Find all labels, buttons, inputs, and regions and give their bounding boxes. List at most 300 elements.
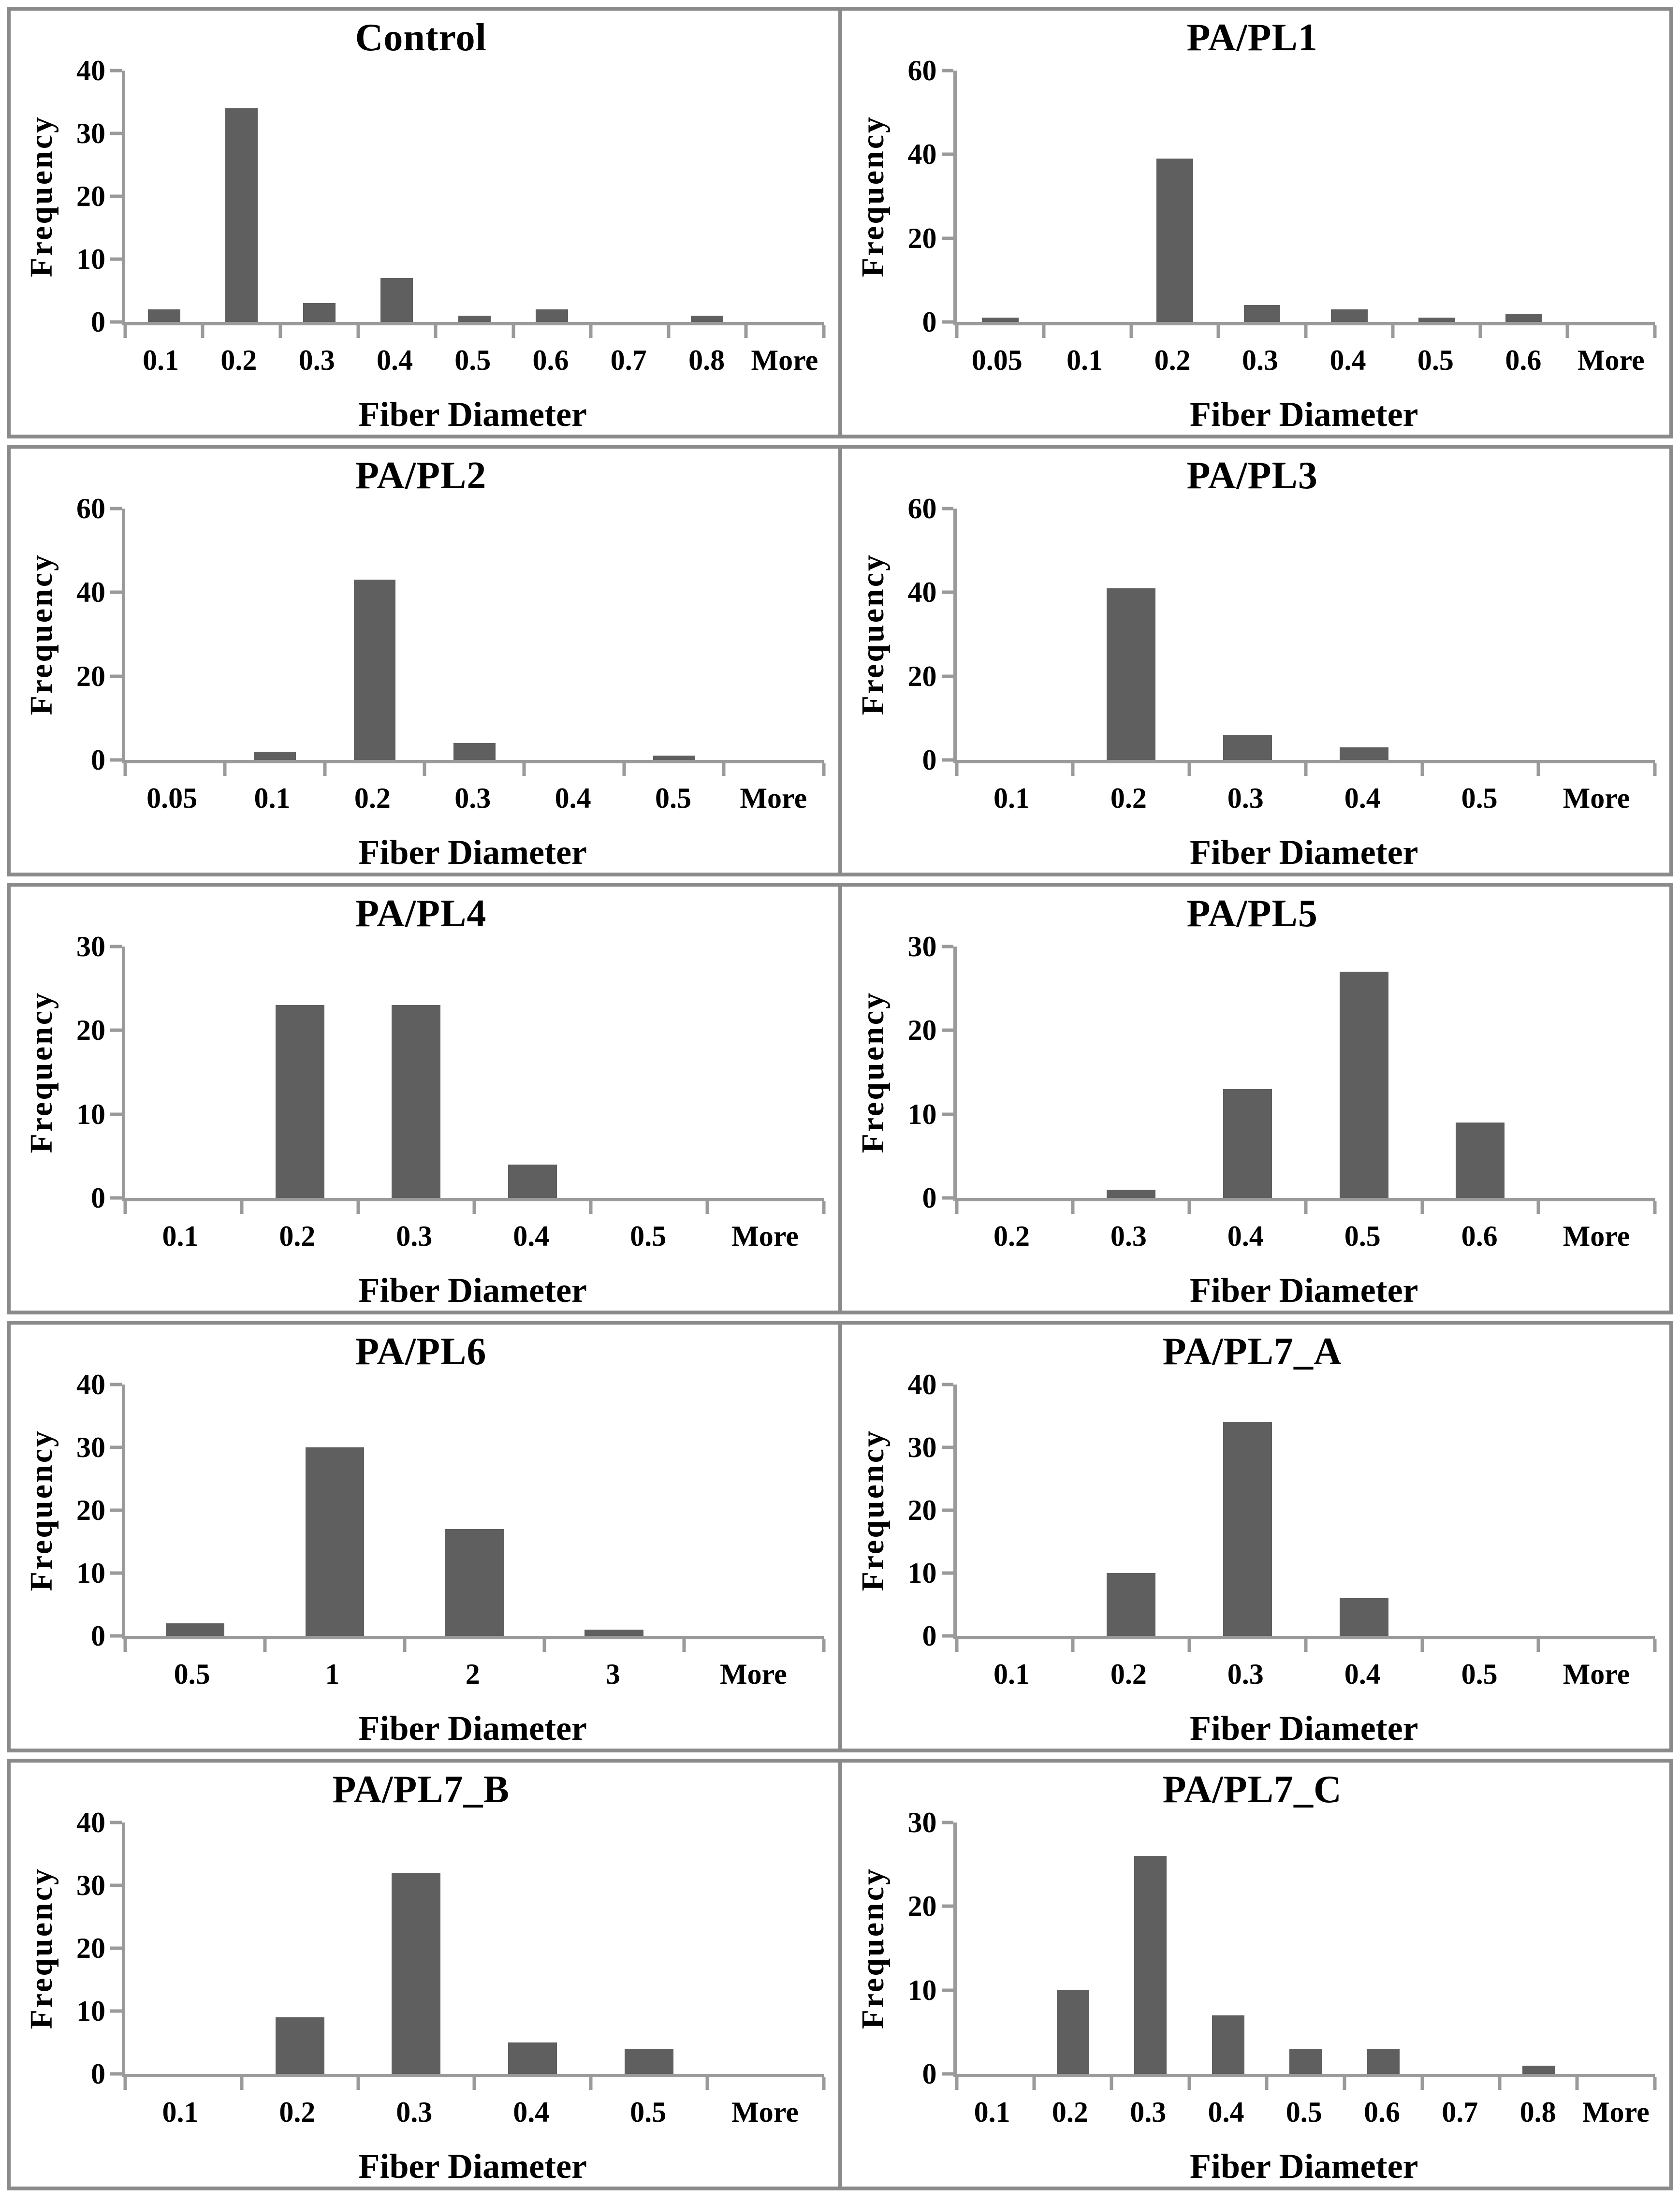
y-tick-label: 20 (76, 1014, 105, 1047)
x-tick-mark (705, 2077, 709, 2090)
x-tick-label: 0.5 (174, 1658, 210, 1690)
x-tick-mark (356, 2077, 360, 2090)
chart-panel (11, 449, 838, 873)
y-tick-label: 30 (76, 1431, 105, 1463)
chart-area (850, 493, 1655, 872)
bar (1223, 735, 1272, 760)
x-tick-labels (122, 1222, 824, 1266)
x-tick-label: 0.4 (376, 344, 413, 376)
y-tick-mark (110, 1383, 122, 1386)
x-tick-label: 2 (465, 1658, 480, 1690)
y-tick-label: 0 (922, 744, 937, 776)
bar (1331, 309, 1368, 322)
chart-title: PA/PL3 (1186, 454, 1318, 497)
y-tick-labels (896, 931, 953, 1214)
x-tick-mark (1304, 1201, 1307, 1214)
x-tick-mark (1498, 2077, 1502, 2090)
chart-panel (842, 1763, 1670, 2187)
x-tick-label: 0.1 (974, 2096, 1010, 2128)
y-tick-label: 10 (76, 1098, 105, 1130)
bar (1156, 159, 1193, 322)
plot-wrap (953, 947, 1655, 1308)
y-tick-mark (942, 1988, 953, 1992)
bar (306, 1447, 364, 1636)
x-tick-label: More (719, 1658, 787, 1690)
x-tick-mark (1653, 1201, 1657, 1214)
y-tick-mark (110, 69, 122, 73)
y-axis-title (850, 947, 896, 1198)
x-tick-label: More (1563, 1658, 1630, 1690)
plot-area (953, 509, 1655, 763)
bar (225, 108, 258, 322)
y-tick-mark (110, 1446, 122, 1449)
x-tick-label: 0.1 (993, 782, 1030, 814)
panel-row (7, 1759, 1673, 2190)
x-tick-labels (122, 346, 824, 390)
panel-row (7, 1321, 1673, 1752)
x-tick-mark (1537, 763, 1540, 776)
x-tick-label: 0.4 (513, 1220, 550, 1252)
chart-area (18, 931, 824, 1310)
plot-area (122, 947, 824, 1201)
y-tick-label: 10 (907, 1974, 937, 2006)
x-tick-label: 3 (606, 1658, 621, 1690)
x-tick-mark (356, 325, 360, 338)
x-tick-mark (744, 325, 747, 338)
x-tick-mark (523, 763, 526, 776)
chart-area (18, 1369, 824, 1748)
y-tick-label: 0 (91, 1182, 105, 1214)
y-tick-label: 0 (922, 1182, 937, 1214)
chart-panel (842, 1325, 1670, 1749)
x-tick-label: 0.5 (454, 344, 491, 376)
bar (691, 316, 723, 322)
y-tick-label: 30 (76, 1869, 105, 1901)
x-tick-mark (682, 1639, 686, 1652)
chart-area (18, 55, 824, 434)
x-tick-labels (953, 784, 1655, 828)
x-tick-label: 0.5 (1344, 1220, 1381, 1252)
x-tick-label: More (1563, 782, 1630, 814)
x-tick-labels (122, 784, 824, 828)
y-axis-title-text: Frequency (24, 553, 59, 715)
bar (1107, 588, 1155, 760)
x-tick-mark (1265, 2077, 1269, 2090)
bar (625, 2049, 673, 2074)
x-tick-mark (1537, 1201, 1540, 1214)
x-tick-labels (953, 346, 1655, 390)
y-axis-title (850, 1385, 896, 1636)
x-tick-mark (1110, 2077, 1113, 2090)
y-tick-mark (942, 945, 953, 948)
x-tick-label: 0.1 (1066, 344, 1103, 376)
x-tick-label: 0.4 (1227, 1220, 1264, 1252)
x-tick-mark (1304, 763, 1307, 776)
x-tick-mark (201, 325, 205, 338)
x-tick-mark (822, 2077, 825, 2090)
x-tick-mark (1188, 763, 1191, 776)
y-tick-label: 10 (76, 243, 105, 275)
bar (276, 1005, 324, 1198)
chart-title: Control (355, 16, 487, 59)
chart-title: PA/PL7_A (1162, 1330, 1342, 1373)
x-tick-mark (1420, 1201, 1424, 1214)
x-tick-label: 0.2 (220, 344, 257, 376)
x-tick-mark (1420, 763, 1424, 776)
y-tick-label: 40 (76, 576, 105, 609)
x-tick-mark (1420, 2077, 1424, 2090)
x-tick-label: 0.2 (993, 1220, 1030, 1252)
x-tick-label: 0.4 (1329, 344, 1366, 376)
x-tick-mark (1566, 325, 1569, 338)
x-axis-title: Fiber Diameter (358, 2147, 587, 2186)
chart-cell (842, 449, 1670, 873)
plot-area (122, 1823, 824, 2077)
plot-wrap (953, 1385, 1655, 1746)
y-tick-label: 10 (907, 1557, 937, 1589)
x-axis-title: Fiber Diameter (1190, 1271, 1418, 1310)
bar (445, 1529, 504, 1636)
x-tick-label: 0.5 (1461, 1658, 1498, 1690)
bar (508, 1165, 557, 1198)
chart-cell (11, 11, 842, 435)
x-tick-label: 0.3 (396, 2096, 433, 2128)
x-tick-label: 0.4 (1344, 782, 1381, 814)
x-tick-label: 0.2 (1110, 1658, 1147, 1690)
x-tick-mark (1391, 325, 1395, 338)
chart-panel (842, 887, 1670, 1311)
y-tick-mark (942, 1446, 953, 1449)
x-tick-mark (955, 1201, 958, 1214)
x-tick-mark (542, 1639, 546, 1652)
y-tick-mark (110, 1029, 122, 1032)
x-tick-label: 0.05 (146, 782, 198, 814)
chart-panel (842, 11, 1670, 435)
plot-area (122, 1385, 824, 1639)
y-tick-mark (110, 1196, 122, 1200)
x-tick-mark (1071, 1639, 1075, 1652)
y-tick-mark (942, 1634, 953, 1638)
bar (584, 1630, 643, 1636)
bar (1367, 2049, 1400, 2074)
x-tick-mark (124, 325, 127, 338)
x-axis-title: Fiber Diameter (358, 833, 587, 872)
y-axis-title (18, 71, 65, 322)
x-tick-label: 0.3 (298, 344, 335, 376)
x-tick-mark (473, 1201, 476, 1214)
y-tick-label: 0 (91, 744, 105, 776)
bar (508, 2042, 557, 2074)
x-tick-mark (323, 763, 326, 776)
x-tick-mark (124, 1201, 127, 1214)
bar (1456, 1123, 1505, 1198)
x-tick-label: 0.2 (1110, 782, 1147, 814)
x-tick-mark (955, 1639, 958, 1652)
x-tick-mark (955, 325, 958, 338)
bar (653, 756, 695, 760)
x-tick-label: More (751, 344, 818, 376)
y-tick-label: 30 (907, 1431, 937, 1463)
y-tick-mark (942, 1821, 953, 1824)
x-tick-mark (124, 763, 127, 776)
x-tick-mark (955, 2077, 958, 2090)
x-tick-mark (1653, 763, 1657, 776)
x-tick-mark (1343, 2077, 1346, 2090)
x-axis-title: Fiber Diameter (358, 395, 587, 434)
x-tick-mark (722, 763, 726, 776)
bar (1340, 1598, 1388, 1636)
chart-area (850, 931, 1655, 1310)
y-tick-label: 20 (76, 1494, 105, 1526)
bar (303, 303, 336, 322)
chart-panel (842, 449, 1670, 873)
y-tick-label: 10 (76, 1995, 105, 2027)
y-axis-title-text: Frequency (855, 991, 891, 1153)
y-tick-mark (110, 591, 122, 594)
bar (148, 309, 180, 322)
x-tick-mark (263, 1639, 266, 1652)
x-tick-label: More (740, 782, 807, 814)
bar (392, 1873, 440, 2074)
y-tick-mark (110, 1821, 122, 1824)
x-tick-mark (356, 1201, 360, 1214)
x-tick-mark (240, 2077, 243, 2090)
y-tick-mark (110, 1634, 122, 1638)
x-tick-mark (705, 1201, 709, 1214)
x-axis-title: Fiber Diameter (1190, 2147, 1418, 2186)
x-tick-mark (1576, 2077, 1579, 2090)
x-tick-mark (124, 1639, 127, 1652)
y-tick-labels (65, 931, 122, 1214)
plot-area (953, 1385, 1655, 1639)
x-tick-mark (822, 325, 825, 338)
x-tick-label: 0.5 (1461, 782, 1498, 814)
panel-row (7, 445, 1673, 876)
bar (1340, 747, 1388, 760)
x-tick-mark (240, 1201, 243, 1214)
y-tick-mark (942, 1572, 953, 1575)
y-tick-label: 20 (907, 1014, 937, 1047)
x-tick-mark (589, 1201, 593, 1214)
x-tick-mark (667, 325, 670, 338)
x-tick-mark (1042, 325, 1046, 338)
x-tick-label: 0.1 (162, 2096, 199, 2128)
y-tick-labels (896, 493, 953, 776)
x-axis-title: Fiber Diameter (358, 1709, 587, 1748)
y-tick-mark (942, 1383, 953, 1386)
chart-panel (11, 1325, 838, 1749)
x-tick-label: 0.7 (1442, 2096, 1478, 2128)
x-tick-labels (122, 1660, 824, 1704)
x-tick-labels (953, 2098, 1655, 2142)
y-tick-mark (942, 1029, 953, 1032)
y-axis-title (850, 509, 896, 760)
y-tick-labels (896, 55, 953, 338)
x-tick-mark (124, 2077, 127, 2090)
plot-area (953, 1823, 1655, 2077)
x-tick-label: 0.5 (655, 782, 691, 814)
x-tick-mark (1653, 1639, 1657, 1652)
y-tick-label: 60 (907, 55, 937, 87)
x-tick-label: 0.2 (1154, 344, 1191, 376)
x-tick-label: 0.2 (354, 782, 391, 814)
y-tick-mark (110, 258, 122, 261)
x-tick-label: 0.4 (555, 782, 591, 814)
chart-cell (11, 1763, 842, 2187)
y-axis-title (18, 947, 65, 1198)
x-tick-labels (953, 1660, 1655, 1704)
x-tick-mark (278, 325, 282, 338)
y-axis-title (850, 1823, 896, 2074)
y-tick-mark (942, 674, 953, 678)
y-tick-label: 0 (922, 2058, 937, 2090)
x-tick-label: 0.1 (254, 782, 291, 814)
x-tick-mark (1304, 325, 1307, 338)
x-tick-mark (223, 763, 227, 776)
x-tick-label: 1 (325, 1658, 340, 1690)
bar (276, 2017, 324, 2074)
bar (1134, 1856, 1167, 2074)
y-axis-title (850, 71, 896, 322)
y-tick-mark (942, 1905, 953, 1908)
panel-row (7, 883, 1673, 1314)
plot-wrap (122, 509, 824, 870)
y-tick-mark (942, 1196, 953, 1200)
y-tick-label: 40 (907, 1369, 937, 1400)
y-tick-label: 10 (76, 1557, 105, 1589)
x-tick-label: 0.5 (1286, 2096, 1322, 2128)
bar (1057, 1990, 1089, 2074)
plot-wrap (953, 509, 1655, 870)
bar (453, 743, 496, 760)
y-axis-title-text: Frequency (24, 1867, 59, 2029)
bar (536, 309, 568, 322)
x-tick-label: 0.6 (1461, 1220, 1498, 1252)
x-tick-label: 0.3 (1130, 2096, 1167, 2128)
bar (458, 316, 491, 322)
x-tick-label: 0.2 (1052, 2096, 1088, 2128)
x-tick-mark (1071, 1201, 1075, 1214)
y-tick-label: 20 (907, 1494, 937, 1526)
plot-wrap (122, 947, 824, 1308)
x-tick-label: 0.2 (279, 1220, 316, 1252)
y-tick-mark (110, 2072, 122, 2076)
x-tick-mark (1420, 1639, 1424, 1652)
y-tick-label: 20 (76, 180, 105, 212)
x-tick-label: 0.3 (1227, 782, 1264, 814)
plot-wrap (953, 1823, 1655, 2184)
chart-cell (842, 887, 1670, 1311)
y-tick-mark (942, 507, 953, 510)
x-tick-label: 0.4 (1208, 2096, 1244, 2128)
y-tick-label: 20 (907, 222, 937, 254)
y-tick-label: 40 (76, 55, 105, 87)
x-tick-mark (822, 1639, 825, 1652)
y-tick-mark (110, 1572, 122, 1575)
y-tick-labels (65, 493, 122, 776)
chart-cell (11, 1325, 842, 1749)
y-axis-title (18, 1385, 65, 1636)
chart-title: PA/PL7_C (1162, 1768, 1342, 1811)
x-tick-label: 0.8 (688, 344, 725, 376)
y-tick-label: 40 (907, 138, 937, 171)
x-tick-mark (1032, 2077, 1036, 2090)
y-tick-mark (110, 1509, 122, 1512)
bar (1223, 1422, 1272, 1636)
x-tick-mark (1217, 325, 1220, 338)
x-tick-label: 0.1 (143, 344, 179, 376)
x-tick-label: 0.6 (1505, 344, 1542, 376)
x-tick-label: 0.4 (1344, 1658, 1381, 1690)
y-tick-label: 20 (76, 660, 105, 692)
x-tick-labels (122, 2098, 824, 2142)
x-axis-title: Fiber Diameter (1190, 1709, 1418, 1748)
y-tick-mark (942, 153, 953, 156)
x-tick-mark (1304, 1639, 1307, 1652)
x-tick-mark (423, 763, 426, 776)
chart-title: PA/PL1 (1186, 16, 1318, 59)
x-tick-label: More (731, 2096, 799, 2128)
x-tick-mark (822, 763, 825, 776)
chart-cell (842, 1325, 1670, 1749)
y-tick-mark (110, 507, 122, 510)
plot-wrap (953, 71, 1655, 432)
y-tick-label: 20 (907, 660, 937, 692)
x-tick-mark (403, 1639, 406, 1652)
y-tick-mark (942, 591, 953, 594)
plot-wrap (122, 1385, 824, 1746)
y-axis-title-text: Frequency (24, 115, 59, 277)
x-axis-title: Fiber Diameter (1190, 395, 1418, 434)
chart-panel (11, 887, 838, 1311)
x-tick-mark (473, 2077, 476, 2090)
y-tick-mark (110, 758, 122, 762)
chart-title: PA/PL5 (1186, 892, 1318, 935)
chart-cell (842, 11, 1670, 435)
chart-cell (11, 449, 842, 873)
x-tick-mark (589, 325, 593, 338)
y-tick-label: 40 (76, 1369, 105, 1400)
bar (1289, 2049, 1322, 2074)
y-tick-label: 0 (91, 1620, 105, 1652)
x-tick-label: 0.1 (993, 1658, 1030, 1690)
y-axis-title-text: Frequency (855, 553, 891, 715)
chart-title: PA/PL7_B (332, 1768, 510, 1811)
y-tick-mark (942, 1112, 953, 1116)
plot-area (953, 947, 1655, 1201)
y-axis-title-text: Frequency (24, 1429, 59, 1591)
bar (254, 752, 296, 760)
chart-title: PA/PL6 (355, 1330, 487, 1373)
y-tick-mark (110, 1947, 122, 1950)
y-tick-mark (110, 195, 122, 198)
x-tick-label: 0.6 (532, 344, 569, 376)
x-tick-mark (434, 325, 437, 338)
x-tick-label: 0.7 (610, 344, 647, 376)
y-tick-label: 30 (76, 931, 105, 962)
y-axis-title-text: Frequency (855, 115, 891, 277)
chart-area (850, 1807, 1655, 2186)
x-tick-mark (1071, 763, 1075, 776)
y-tick-label: 30 (76, 117, 105, 149)
x-tick-mark (1129, 325, 1133, 338)
bar (392, 1005, 440, 1198)
x-tick-label: 0.4 (513, 2096, 550, 2128)
y-tick-mark (110, 945, 122, 948)
y-tick-labels (896, 1807, 953, 2090)
x-tick-label: 0.3 (1242, 344, 1279, 376)
y-tick-label: 30 (907, 1807, 937, 1838)
